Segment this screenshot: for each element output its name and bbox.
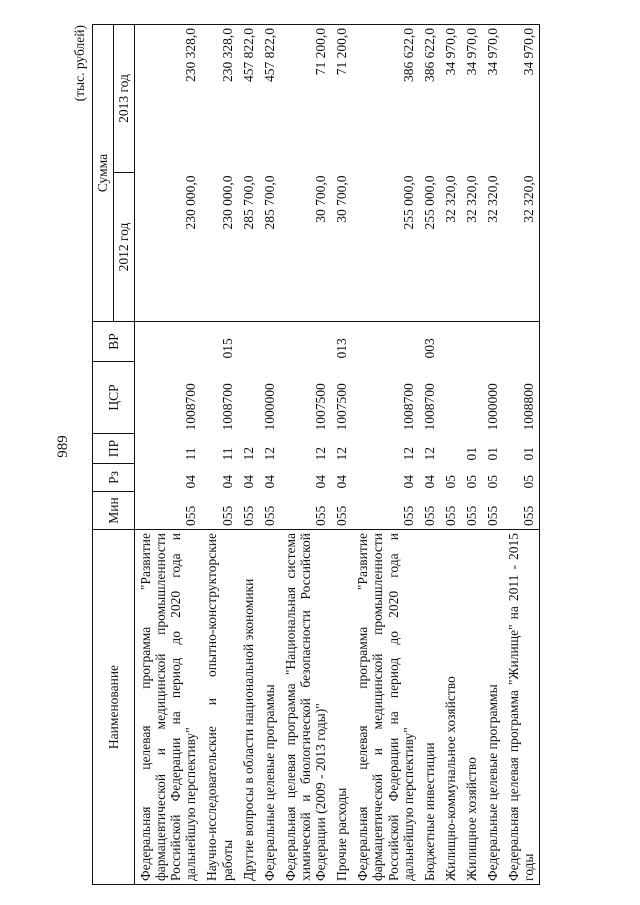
row-min: 055	[485, 505, 501, 526]
row-name: Бюджетные инвестиции	[419, 530, 440, 885]
header-2012: 2012 год	[114, 173, 135, 322]
row-name: Прочие расходы	[331, 530, 352, 885]
row-csr: 1000000	[261, 383, 277, 431]
row-name: Федеральная целевая программа "Национальная система химической и биологической безопасности Российской Федерации (2009 - 2013 годы)"	[280, 530, 331, 885]
row-csr: 1008800	[503, 362, 540, 434]
row-rz: 05	[503, 464, 540, 492]
budget-table	[92, 24, 540, 885]
row-min: 055	[463, 505, 479, 526]
table-row	[352, 24, 418, 884]
row-csr	[440, 362, 461, 434]
row-vr	[440, 322, 461, 362]
row-pr: 11	[183, 447, 199, 461]
row-min: 055	[503, 492, 540, 530]
row-2012: 32 320,0	[440, 173, 461, 322]
row-rz: 04	[400, 475, 416, 489]
header-min: Мин	[93, 492, 135, 530]
row-name: Федеральная целевая программа "Жилище" на 2011 - 2015 годы	[503, 530, 540, 885]
row-csr: 1008700	[183, 383, 199, 431]
table-row	[238, 24, 259, 884]
row-csr: 1008700	[400, 383, 416, 431]
row-vr	[238, 322, 259, 362]
row-min: 055	[261, 505, 277, 526]
row-rz: 04	[421, 475, 437, 489]
row-2012: 285 700,0	[259, 173, 280, 322]
row-name: Федеральные целевые программы	[259, 530, 280, 885]
row-csr: 1007500	[334, 383, 350, 431]
row-pr: 12	[421, 447, 437, 461]
row-2013: 34 970,0	[482, 24, 503, 172]
row-name: Жилищное хозяйство	[461, 530, 482, 885]
row-rz: 04	[240, 475, 256, 489]
row-pr: 12	[240, 447, 256, 461]
row-vr: 013	[334, 338, 350, 359]
header-csr: ЦСР	[93, 362, 135, 434]
row-vr	[259, 322, 280, 362]
row-2012: 32 320,0	[482, 173, 503, 322]
row-rz: 04	[313, 475, 329, 489]
row-min: 055	[334, 505, 350, 526]
row-2012: 255 000,0	[419, 173, 440, 322]
row-name: Жилищно-коммунальное хозяйство	[440, 530, 461, 885]
row-name: Федеральная целевая программа "Развитие фармацевтической и медицинской промышленности Российской Федерации на период до 2020 года и дальнейшую перспективу"	[135, 530, 202, 885]
row-vr	[482, 322, 503, 362]
table-row	[440, 24, 461, 884]
row-csr: 1008700	[219, 383, 235, 431]
page-number: 989	[54, 435, 71, 458]
row-min: 055	[313, 505, 329, 526]
row-name: Федеральная целевая программа "Развитие фармацевтической и медицинской промышленности Российской Федерации на период до 2020 года и дальнейшую перспективу"	[352, 530, 418, 885]
row-vr: 003	[421, 338, 437, 359]
row-csr: 1007500	[313, 383, 329, 431]
row-2012: 30 700,0	[280, 173, 331, 322]
row-2013: 230 328,0	[135, 24, 202, 172]
row-pr: 12	[313, 447, 329, 461]
row-pr: 01	[503, 434, 540, 464]
row-name: Другие вопросы в области национальной экономики	[238, 530, 259, 885]
row-rz: 04	[183, 475, 199, 489]
row-pr: 01	[463, 447, 479, 461]
row-min: 055	[421, 505, 437, 526]
row-2013: 457 822,0	[259, 24, 280, 172]
row-min: 055	[183, 505, 199, 526]
row-2013: 386 622,0	[419, 24, 440, 172]
row-2013: 386 622,0	[352, 24, 418, 172]
row-2012: 30 700,0	[331, 173, 352, 322]
row-2012: 32 320,0	[503, 173, 540, 322]
row-2012: 230 000,0	[135, 173, 202, 322]
row-min: 055	[442, 505, 458, 526]
row-2012: 230 000,0	[201, 173, 237, 322]
row-vr	[280, 322, 331, 362]
row-vr	[135, 322, 202, 362]
row-pr: 01	[485, 447, 501, 461]
table-row	[259, 24, 280, 884]
header-name: Наименование	[93, 530, 135, 885]
row-rz: 04	[219, 475, 235, 489]
row-pr: 12	[261, 447, 277, 461]
table-row	[331, 24, 352, 884]
row-rz: 05	[485, 475, 501, 489]
row-rz: 05	[463, 475, 479, 489]
header-vr: ВР	[93, 322, 135, 362]
table-row	[482, 24, 503, 884]
table-row	[135, 24, 202, 884]
table-row	[280, 24, 331, 884]
row-2013: 34 970,0	[503, 24, 540, 172]
table-body	[135, 24, 540, 884]
header-sum: Сумма	[93, 24, 114, 321]
row-vr	[503, 322, 540, 362]
row-min: 055	[400, 505, 416, 526]
row-2013: 34 970,0	[461, 24, 482, 172]
header-rz: Рз	[93, 464, 135, 492]
row-name: Федеральные целевые программы	[482, 530, 503, 885]
row-vr	[352, 322, 418, 362]
header-pr: ПР	[93, 434, 135, 464]
row-pr: 11	[219, 447, 235, 461]
row-csr	[238, 362, 259, 434]
units-caption: (тыс. рублей)	[72, 25, 87, 102]
table-row	[201, 24, 237, 884]
rotated-sheet	[72, 25, 592, 885]
table-row	[419, 24, 440, 884]
row-2013: 71 200,0	[280, 24, 331, 172]
row-csr: 1000000	[485, 383, 501, 431]
row-pr: 12	[400, 447, 416, 461]
row-2013: 34 970,0	[440, 24, 461, 172]
row-pr: 12	[334, 447, 350, 461]
row-min: 055	[219, 505, 235, 526]
row-2012: 285 700,0	[238, 173, 259, 322]
row-vr: 015	[219, 338, 235, 359]
row-2013: 71 200,0	[331, 24, 352, 172]
row-csr: 1008700	[421, 383, 437, 431]
row-2013: 457 822,0	[238, 24, 259, 172]
row-rz: 05	[442, 475, 458, 489]
row-pr	[440, 434, 461, 464]
header-2013: 2013 год	[114, 24, 135, 172]
row-vr	[461, 322, 482, 362]
row-2012: 255 000,0	[352, 173, 418, 322]
row-2013: 230 328,0	[201, 24, 237, 172]
row-2012: 32 320,0	[461, 173, 482, 322]
row-csr	[461, 362, 482, 434]
row-rz: 04	[334, 475, 350, 489]
table-row	[503, 24, 540, 884]
row-min: 055	[240, 505, 256, 526]
row-rz: 04	[261, 475, 277, 489]
table-row	[461, 24, 482, 884]
row-name: Научно-исследовательские и опытно-конструкторские работы	[201, 530, 237, 885]
